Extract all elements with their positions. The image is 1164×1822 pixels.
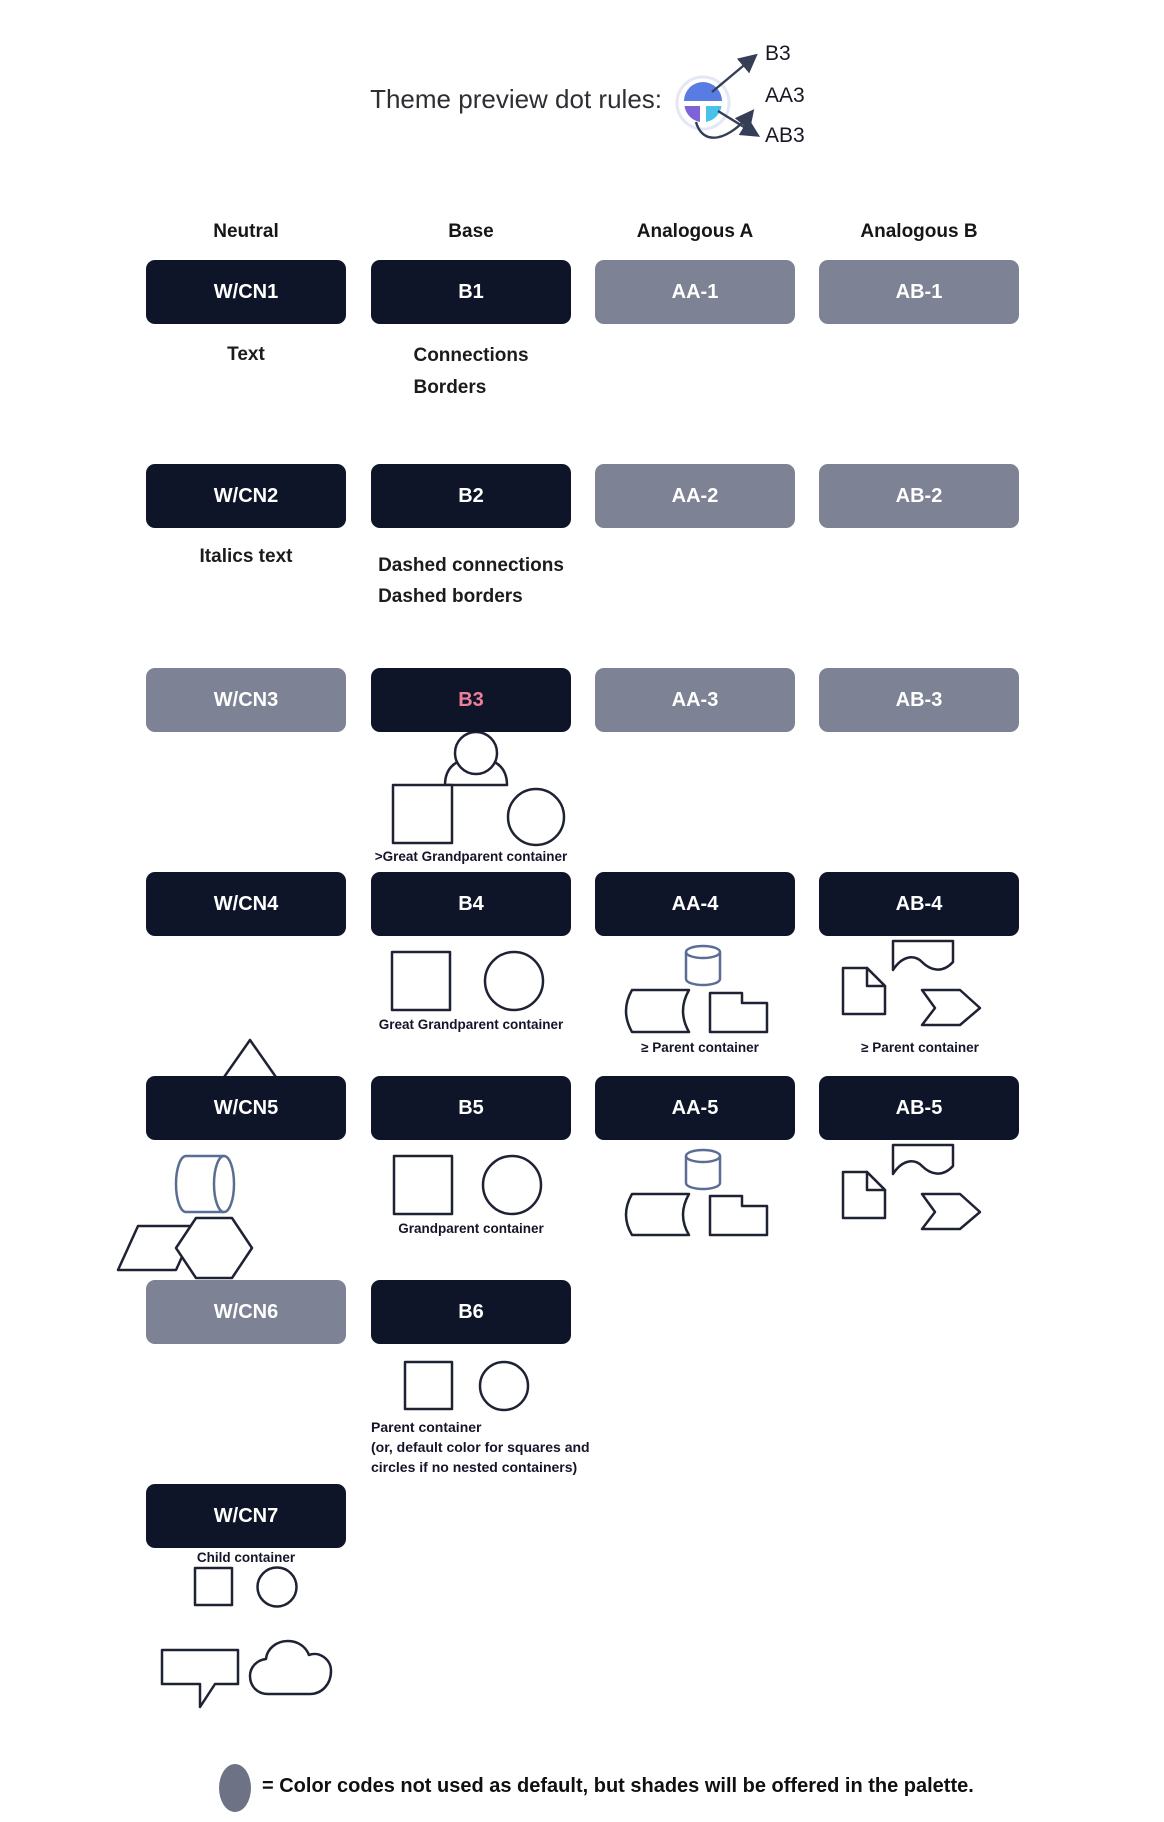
wave-card-icon [893, 941, 953, 970]
cylinder-icon [686, 1150, 720, 1189]
swatch-aa2 [595, 464, 795, 528]
swatch-label: B2 [458, 484, 484, 507]
dot-arrow-label-ab3: AB3 [765, 124, 805, 147]
square-icon [392, 952, 450, 1010]
document-fold-icon [867, 968, 885, 986]
b5-square-circle-cluster [394, 1156, 541, 1214]
label-line: Dashed connections [378, 555, 564, 576]
ab4-container-cluster [843, 941, 980, 1025]
circle-icon [483, 1156, 541, 1214]
swatch-label: B5 [458, 1096, 484, 1119]
swatch-aa1 [595, 260, 795, 324]
swatch-label: AA-2 [671, 484, 719, 507]
swatch-label: W/CN3 [213, 688, 279, 711]
swatch-b4 [371, 872, 571, 936]
legend-text: = Color codes not used as default, but shades will be offered in the palette. [262, 1775, 974, 1797]
label-line: Parent container [371, 1419, 482, 1435]
b6-square-circle-cluster [405, 1362, 528, 1410]
horizontal-cylinder-icon [176, 1156, 234, 1212]
column-header-analogous-a: Analogous A [636, 221, 754, 242]
swatch-ab5 [819, 1076, 1019, 1140]
wcn5-shape-cluster [118, 1156, 252, 1278]
swatch-label: W/CN5 [213, 1096, 279, 1119]
circle-icon [258, 1568, 297, 1607]
swatch-label: B4 [458, 892, 484, 915]
square-icon [405, 1362, 452, 1409]
label-line: Dashed borders [378, 586, 523, 607]
label-b6-cluster [371, 1417, 631, 1477]
swatch-label: AA-3 [671, 688, 719, 711]
column-header-base: Base [448, 221, 494, 242]
swatch-aa3 [595, 668, 795, 732]
document-icon [843, 1172, 885, 1218]
square-icon [195, 1568, 232, 1605]
column-header-analogous-b: Analogous B [860, 221, 978, 242]
page-title: Theme preview dot rules: [370, 84, 662, 114]
circle-icon [508, 789, 564, 845]
label-b4-cluster: Great Grandparent container [378, 1017, 564, 1032]
wave-card-icon [893, 1145, 953, 1174]
curved-card-icon [626, 1194, 689, 1235]
swatch-wcn7 [146, 1484, 346, 1548]
b3-person-square-circle-cluster [393, 732, 564, 845]
cylinder-icon [686, 946, 720, 985]
speech-bubble-icon [162, 1650, 238, 1707]
person-head-icon [455, 732, 497, 774]
label-ab4-cluster: ≥ Parent container [861, 1040, 979, 1055]
swatch-ab1 [819, 260, 1019, 324]
label-connections-borders [371, 340, 571, 404]
swatch-wcn4 [146, 872, 346, 936]
label-dashed-connections-borders [371, 550, 571, 612]
swatch-label: AB-5 [895, 1096, 943, 1119]
column-header-neutral: Neutral [213, 221, 279, 242]
label-line: circles if no nested containers) [371, 1459, 578, 1475]
swatch-label: W/CN7 [213, 1504, 279, 1527]
aa5-container-cluster [626, 1150, 767, 1235]
swatch-label: AA-1 [671, 280, 719, 303]
cloud-icon [250, 1641, 331, 1694]
label-italics-text: Italics text [199, 546, 293, 567]
swatch-aa5 [595, 1076, 795, 1140]
square-icon [393, 785, 452, 843]
curved-card-icon [626, 990, 689, 1032]
tabbed-frame-icon [710, 1196, 767, 1235]
circle-icon [480, 1362, 528, 1410]
swatch-label: AB-3 [895, 688, 943, 711]
tabbed-frame-icon [710, 993, 767, 1032]
swatch-label: AB-2 [895, 484, 943, 507]
swatch-b2 [371, 464, 571, 528]
label-line: (or, default color for squares and [371, 1439, 590, 1455]
dot-arrow-label-aa3: AA3 [765, 84, 805, 107]
swatch-label: W/CN1 [213, 280, 279, 303]
swatch-wcn3 [146, 668, 346, 732]
document-icon [843, 968, 885, 1014]
chevron-banner-icon [922, 990, 980, 1025]
swatch-b5 [371, 1076, 571, 1140]
label-line: Connections [413, 345, 529, 366]
swatch-aa4 [595, 872, 795, 936]
b4-square-circle-cluster [392, 952, 543, 1010]
swatch-ab4 [819, 872, 1019, 936]
swatch-wcn6 [146, 1280, 346, 1344]
swatch-label: AA-5 [671, 1096, 719, 1119]
label-wcn7-cluster: Child container [196, 1550, 296, 1565]
swatch-label: AB-4 [895, 892, 943, 915]
dot-arrow-label-b3: B3 [765, 42, 791, 65]
swatch-wcn5 [146, 1076, 346, 1140]
swatch-wcn1 [146, 260, 346, 324]
swatch-label: AA-4 [671, 892, 719, 915]
swatch-label: AB-1 [895, 280, 943, 303]
label-b5-cluster: Grandparent container [398, 1221, 544, 1236]
square-icon [394, 1156, 452, 1214]
label-aa4-cluster: ≥ Parent container [641, 1040, 759, 1055]
arrow-to-b3 [712, 56, 755, 92]
label-line: Borders [413, 377, 487, 398]
swatch-label: B6 [458, 1300, 484, 1323]
aa4-container-cluster [626, 946, 767, 1032]
swatch-label: B1 [458, 280, 484, 303]
swatch-b3 [371, 668, 571, 732]
swatch-b6 [371, 1280, 571, 1344]
document-fold-icon [867, 1172, 885, 1190]
ab5-container-cluster [843, 1145, 980, 1229]
chevron-banner-icon [922, 1194, 980, 1229]
swatch-label: W/CN2 [213, 484, 279, 507]
swatch-ab3 [819, 668, 1019, 732]
label-text: Text [227, 344, 265, 365]
swatch-label: B3 [458, 688, 484, 711]
swatch-ab2 [819, 464, 1019, 528]
swatch-label: W/CN4 [213, 892, 279, 915]
legend-dot-icon [219, 1764, 251, 1812]
wcn7-square-circle-cluster [195, 1568, 297, 1607]
swatch-wcn2 [146, 464, 346, 528]
label-b3-cluster: >Great Grandparent container [374, 849, 568, 864]
swatch-label: W/CN6 [213, 1300, 279, 1323]
swatch-b1 [371, 260, 571, 324]
circle-icon [485, 952, 543, 1010]
wcn7-bubble-cloud-cluster [162, 1641, 331, 1707]
